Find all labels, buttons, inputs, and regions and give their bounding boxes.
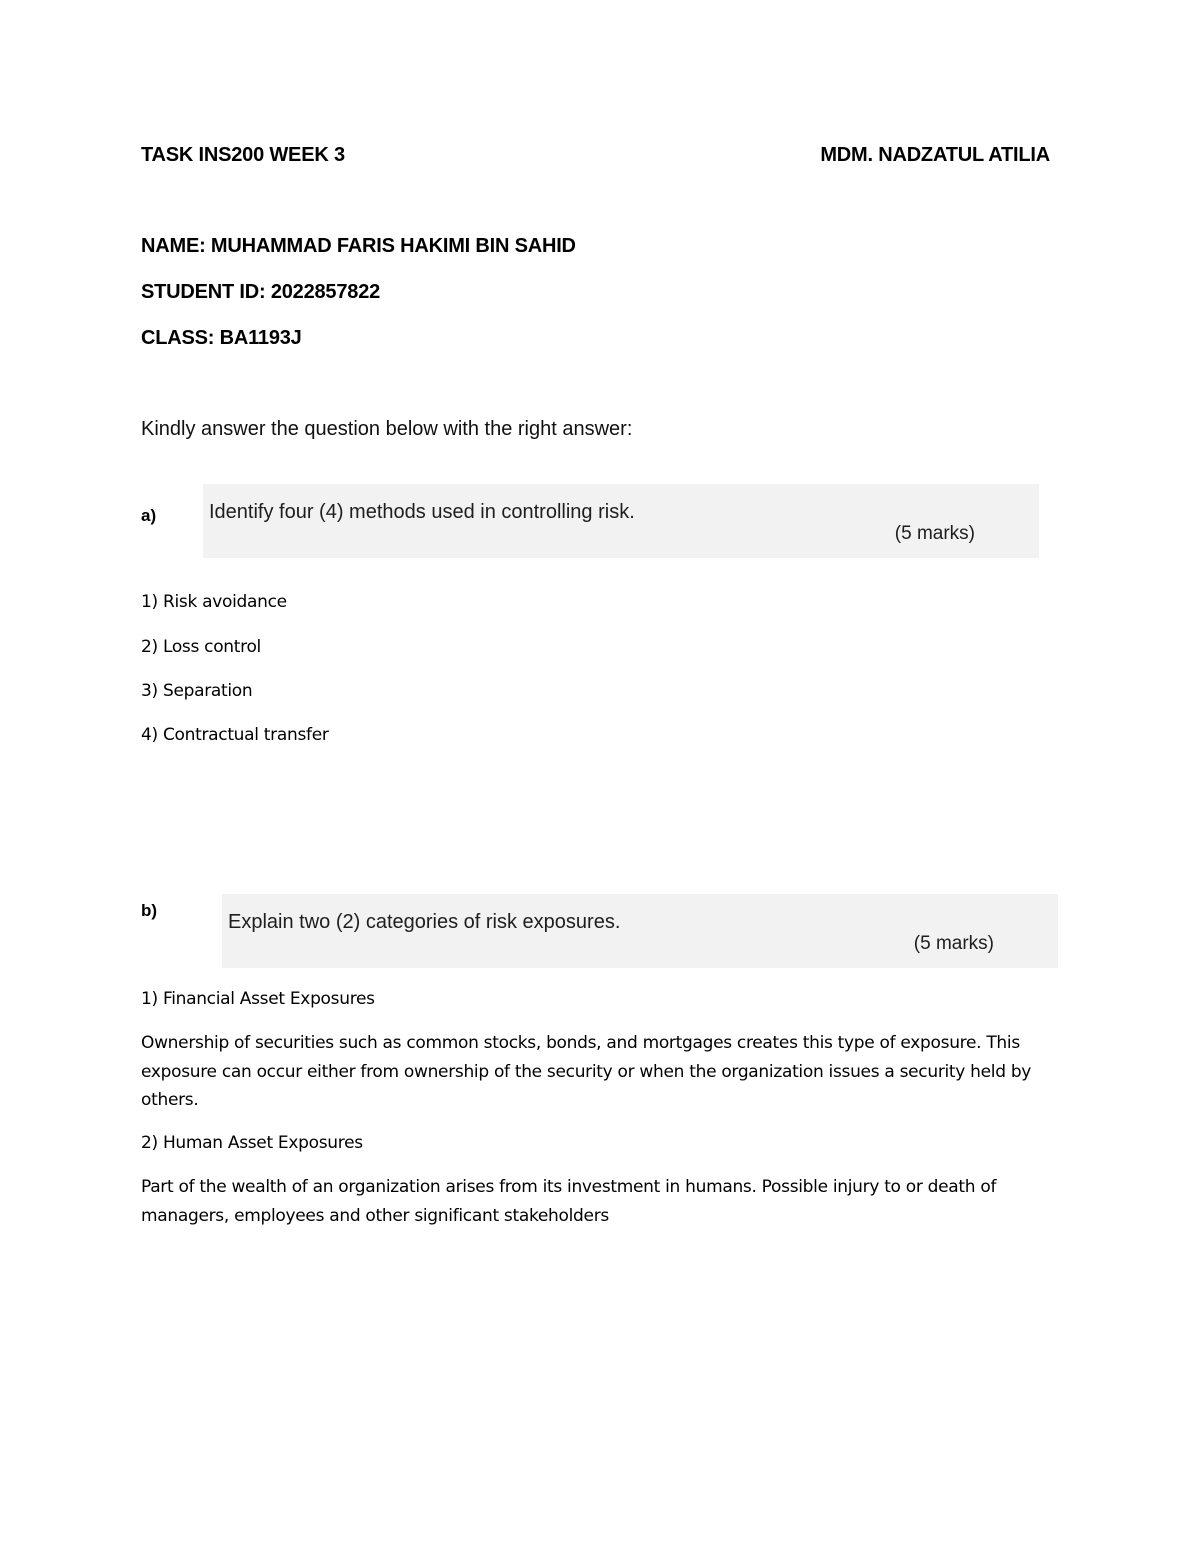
- question-a-marks: (5 marks): [894, 523, 975, 544]
- question-a-image: [203, 484, 1039, 558]
- answer-b-2-title: 2) Human Asset Exposures: [141, 1133, 363, 1153]
- question-b-image: [222, 894, 1058, 968]
- answer-b-1-title: 1) Financial Asset Exposures: [141, 989, 375, 1009]
- question-b-text: Explain two (2) categories of risk exposures.: [228, 911, 621, 933]
- question-b-label: b): [141, 901, 158, 920]
- answer-b-2-body: Part of the wealth of an organization arises from its investment in humans. Possible injury to or death of managers, employees and other significant stakeholders: [141, 1177, 997, 1226]
- answer-a-1: 1) Risk avoidance: [141, 592, 287, 612]
- student-name: NAME: MUHAMMAD FARIS HAKIMI BIN SAHID: [141, 235, 576, 257]
- task-title: TASK INS200 WEEK 3: [141, 144, 345, 166]
- question-a-label: a): [141, 506, 157, 525]
- question-a-text: Identify four (4) methods used in controlling risk.: [209, 501, 635, 523]
- student-class: CLASS: BA1193J: [141, 327, 302, 349]
- student-id: STUDENT ID: 2022857822: [141, 281, 381, 303]
- question-b-marks: (5 marks): [913, 933, 994, 954]
- answer-a-3: 3) Separation: [141, 681, 253, 701]
- answer-b-1-body: Ownership of securities such as common stocks, bonds, and mortgages creates this type of exposure. This exposure can occur either from ownership of the security or when the organization issues a security held by others.: [141, 1033, 1032, 1110]
- instruction-text: Kindly answer the question below with the right answer:: [141, 418, 633, 440]
- answer-a-2: 2) Loss control: [141, 637, 261, 657]
- answer-a-4: 4) Contractual transfer: [141, 725, 329, 745]
- lecturer-name: MDM. NADZATUL ATILIA: [820, 144, 1050, 166]
